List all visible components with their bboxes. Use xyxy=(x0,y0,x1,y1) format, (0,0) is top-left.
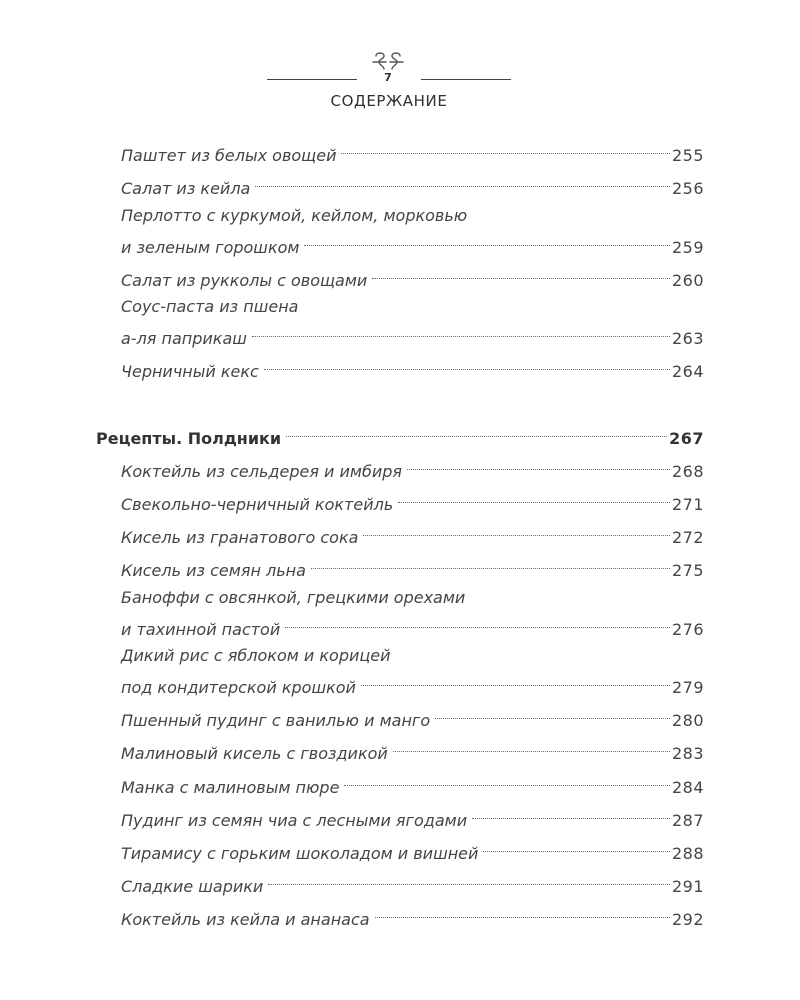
toc-entry-page: 280 xyxy=(671,711,704,730)
toc-entry[interactable] xyxy=(121,452,704,484)
toc-entry-title: а-ля паприкаш xyxy=(121,329,247,348)
toc-entry-title: Коктейль из кейла и ананаса xyxy=(121,910,370,929)
toc-section-title: Рецепты. Полдники xyxy=(96,429,282,448)
toc-entry[interactable] xyxy=(121,643,704,700)
toc-entry-title: Манка с малиновым пюре xyxy=(121,778,340,797)
toc-entry-title: и зеленым горошком xyxy=(121,238,300,257)
toc-entry-page: 263 xyxy=(671,329,704,348)
toc-entry-title: Кисель из гранатового сока xyxy=(121,528,359,547)
leader-dots xyxy=(472,801,672,826)
toc-entry[interactable] xyxy=(121,867,704,899)
leader-dots xyxy=(252,319,672,344)
leader-dots xyxy=(375,900,672,925)
toc-entry-page: 279 xyxy=(671,678,704,697)
toc-entry-page: 256 xyxy=(671,179,704,198)
toc-entry-title: Пудинг из семян чиа с лесными ягодами xyxy=(121,811,468,830)
toc-entry-title: Пшенный пудинг с ванилью и манго xyxy=(121,711,431,730)
toc-entry-title: Кисель из семян льна xyxy=(121,561,306,580)
toc-entry-title: Сладкие шарики xyxy=(121,877,264,896)
toc-entry-page: 291 xyxy=(671,877,704,896)
toc-entry-title-line1: Баноффи с овсянкой, грецкими орехами xyxy=(121,588,466,607)
leader-dots xyxy=(435,701,672,726)
leader-dots xyxy=(286,419,669,444)
toc-entry[interactable] xyxy=(121,834,704,866)
toc-entry-page: 292 xyxy=(671,910,704,929)
toc-section-heading[interactable] xyxy=(96,419,704,451)
toc-entry-page: 284 xyxy=(671,778,704,797)
toc-entry[interactable] xyxy=(121,485,704,517)
toc-entry-page: 276 xyxy=(671,620,704,639)
toc-entry[interactable] xyxy=(121,551,704,583)
leader-dots xyxy=(311,551,672,576)
leader-dots xyxy=(393,734,672,759)
leader-dots xyxy=(363,518,672,543)
toc-entry-title: Свекольно-черничный коктейль xyxy=(121,495,394,514)
toc-entry-title-line1: Дикий рис с яблоком и корицей xyxy=(121,646,391,665)
toc-entry-page: 268 xyxy=(671,462,704,481)
toc-entry-title: Паштет из белых овощей xyxy=(121,146,337,165)
toc-entry[interactable] xyxy=(121,169,704,201)
toc-entry[interactable] xyxy=(121,801,704,833)
header-rule-right xyxy=(421,79,511,80)
leader-dots xyxy=(285,610,672,635)
toc-entry-title: и тахинной пастой xyxy=(121,620,281,639)
toc-entry-page: 255 xyxy=(671,146,704,165)
leader-dots xyxy=(361,668,672,693)
toc-section-page: 267 xyxy=(669,429,704,448)
toc-entry[interactable] xyxy=(121,294,704,351)
toc-entry-page: 259 xyxy=(671,238,704,257)
toc-entry-title-line1: Соус-паста из пшена xyxy=(121,297,299,316)
toc-entry-title-line1: Перлотто с куркумой, кейлом, морковью xyxy=(121,206,468,225)
toc-entry-page: 272 xyxy=(671,528,704,547)
leader-dots xyxy=(344,768,672,793)
toc-entry-page: 275 xyxy=(671,561,704,580)
toc-entry[interactable] xyxy=(121,203,704,260)
toc-entry[interactable] xyxy=(121,261,704,293)
leader-dots xyxy=(483,834,672,859)
toc-entry[interactable] xyxy=(121,734,704,766)
toc-entry[interactable] xyxy=(121,585,704,642)
toc-entry[interactable] xyxy=(121,518,704,550)
leader-dots xyxy=(372,261,672,286)
toc-entry-page: 264 xyxy=(671,362,704,381)
toc-entry[interactable] xyxy=(121,352,704,384)
toc-entry[interactable] xyxy=(121,136,704,168)
leader-dots xyxy=(304,228,671,253)
toc-entry-title: Черничный кекс xyxy=(121,362,259,381)
page-title: СОДЕРЖАНИЕ xyxy=(330,92,448,110)
toc-entry-page: 260 xyxy=(671,271,704,290)
header-rule-left xyxy=(267,79,357,80)
toc-entry-title: Коктейль из сельдерея и имбиря xyxy=(121,462,403,481)
toc-entry[interactable] xyxy=(121,701,704,733)
toc-entry[interactable] xyxy=(121,900,704,932)
leader-dots xyxy=(268,867,672,892)
toc-entry-page: 287 xyxy=(671,811,704,830)
leader-dots xyxy=(255,169,672,194)
toc-entry[interactable] xyxy=(121,768,704,800)
toc-entry-title: Салат из кейла xyxy=(121,179,251,198)
toc-entry-page: 271 xyxy=(671,495,704,514)
leader-dots xyxy=(341,136,671,161)
page-number: 7 xyxy=(384,71,392,84)
toc-entry-title: под кондитерской крошкой xyxy=(121,678,356,697)
leader-dots xyxy=(398,485,672,510)
toc-entry-title: Салат из рукколы с овощами xyxy=(121,271,368,290)
toc-entry-title: Тирамису с горьким шоколадом и вишней xyxy=(121,844,479,863)
toc-entry-title: Малиновый кисель с гвоздикой xyxy=(121,744,388,763)
toc-entry-page: 288 xyxy=(671,844,704,863)
leader-dots xyxy=(407,452,672,477)
leader-dots xyxy=(264,352,672,377)
toc-entry-page: 283 xyxy=(671,744,704,763)
